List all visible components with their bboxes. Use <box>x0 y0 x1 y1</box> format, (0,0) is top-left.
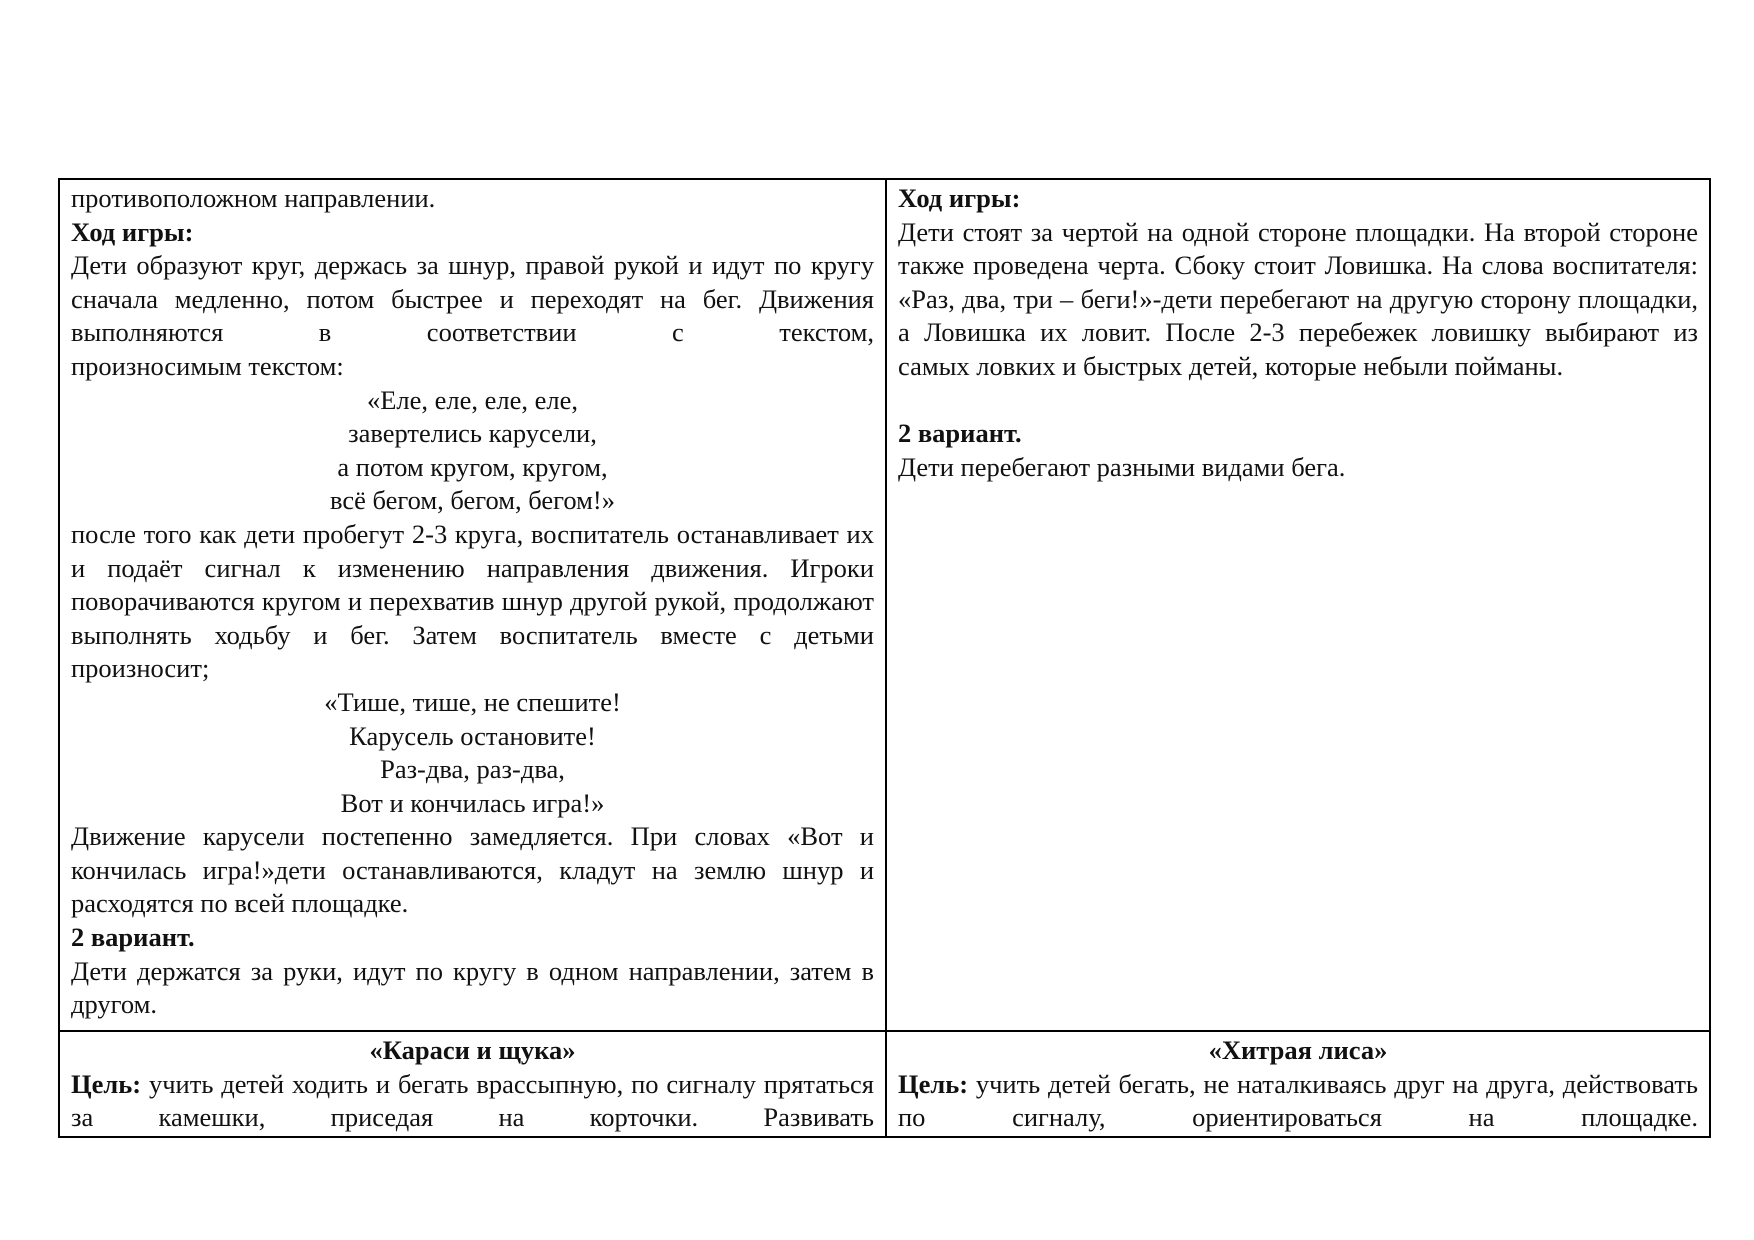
variant-heading: 2 вариант. <box>898 418 1022 449</box>
poem-line: всё бегом, бегом, бегом!» <box>330 485 615 516</box>
goal-label: Цель: <box>898 1068 969 1099</box>
continuation-text: противоположном направлении. <box>71 183 436 213</box>
middle-paragraph: после того как дети пробегут 2-3 круга, воспитатель останавливает их и подаёт сигнал к изменению направления движения. Игроки поворачиваются кругом и перехватив шнур другой рукой, продолжают выполнять ходьбу и бег. Затем воспитатель вместе с детьми произносит; <box>71 518 874 684</box>
table-row <box>59 179 1710 1031</box>
cell-catcher-game <box>886 179 1710 1031</box>
poem-line: Карусель остановите! <box>349 720 596 751</box>
poem-line: Раз-два, раз-два, <box>380 754 565 785</box>
intro-paragraph-end: произносимым текстом: <box>71 350 344 381</box>
poem-line: Вот и кончилась игра!» <box>340 787 605 818</box>
cell-carousel-continued <box>59 179 886 1031</box>
games-table <box>58 178 1711 1138</box>
section-heading-game-course: Ход игры: <box>898 183 1021 213</box>
end-paragraph: Движение карусели постепенно замедляется. При словах «Вот и кончилась игра!»дети останавливаются, кладут на землю шнур и расходятся по всей площадке. <box>71 821 874 919</box>
table-row <box>59 1031 1710 1137</box>
blank-line <box>898 384 1698 418</box>
variant-heading: 2 вариант. <box>71 922 195 953</box>
goal-paragraph <box>71 1068 874 1135</box>
goal-paragraph <box>898 1068 1698 1135</box>
poem-block-2 <box>71 686 874 820</box>
game-title: «Хитрая лиса» <box>1208 1035 1388 1065</box>
cell-crucians-and-pike <box>59 1031 886 1137</box>
game-title: «Караси и щука» <box>369 1035 576 1065</box>
variant-text: Дети держатся за руки, идут по кругу в одном направлении, затем в другом. <box>71 955 874 1020</box>
section-heading-game-course: Ход игры: <box>71 216 194 247</box>
poem-line: «Еле, еле, еле, еле, <box>366 384 579 415</box>
goal-label: Цель: <box>71 1068 142 1099</box>
poem-line: «Тише, тише, не спешите! <box>324 686 621 717</box>
poem-line: а потом кругом, кругом, <box>337 451 608 482</box>
cell-cunning-fox <box>886 1031 1710 1137</box>
poem-block-1 <box>71 384 874 518</box>
variant-text: Дети перебегают разными видами бега. <box>898 451 1346 482</box>
goal-text: учить детей ходить и бегать врассыпную, по сигналу прятаться за камешки, приседая на корточки. Развивать <box>71 1068 874 1133</box>
goal-text: учить детей бегать, не наталкиваясь друг на друга, действовать по сигналу, ориентироваться на площадке. <box>898 1068 1698 1133</box>
intro-paragraph: Дети образуют круг, держась за шнур, правой рукой и идут по кругу сначала медленно, потом быстрее и переходят на бег. Движения выполняются в соответствии с текстом, <box>71 250 874 348</box>
game-paragraph: Дети стоят за чертой на одной стороне площадки. На второй стороне также проведена черта. Сбоку стоит Ловишка. На слова воспитателя: «Раз, два, три – беги!»-дети перебегают на другую сторону площадки, а Ловишка их ловит. После 2-3 перебежек ловишку выбирают из самых ловких и быстрых детей, которые небыли пойманы. <box>898 216 1698 381</box>
poem-line: завертелись карусели, <box>348 418 597 449</box>
